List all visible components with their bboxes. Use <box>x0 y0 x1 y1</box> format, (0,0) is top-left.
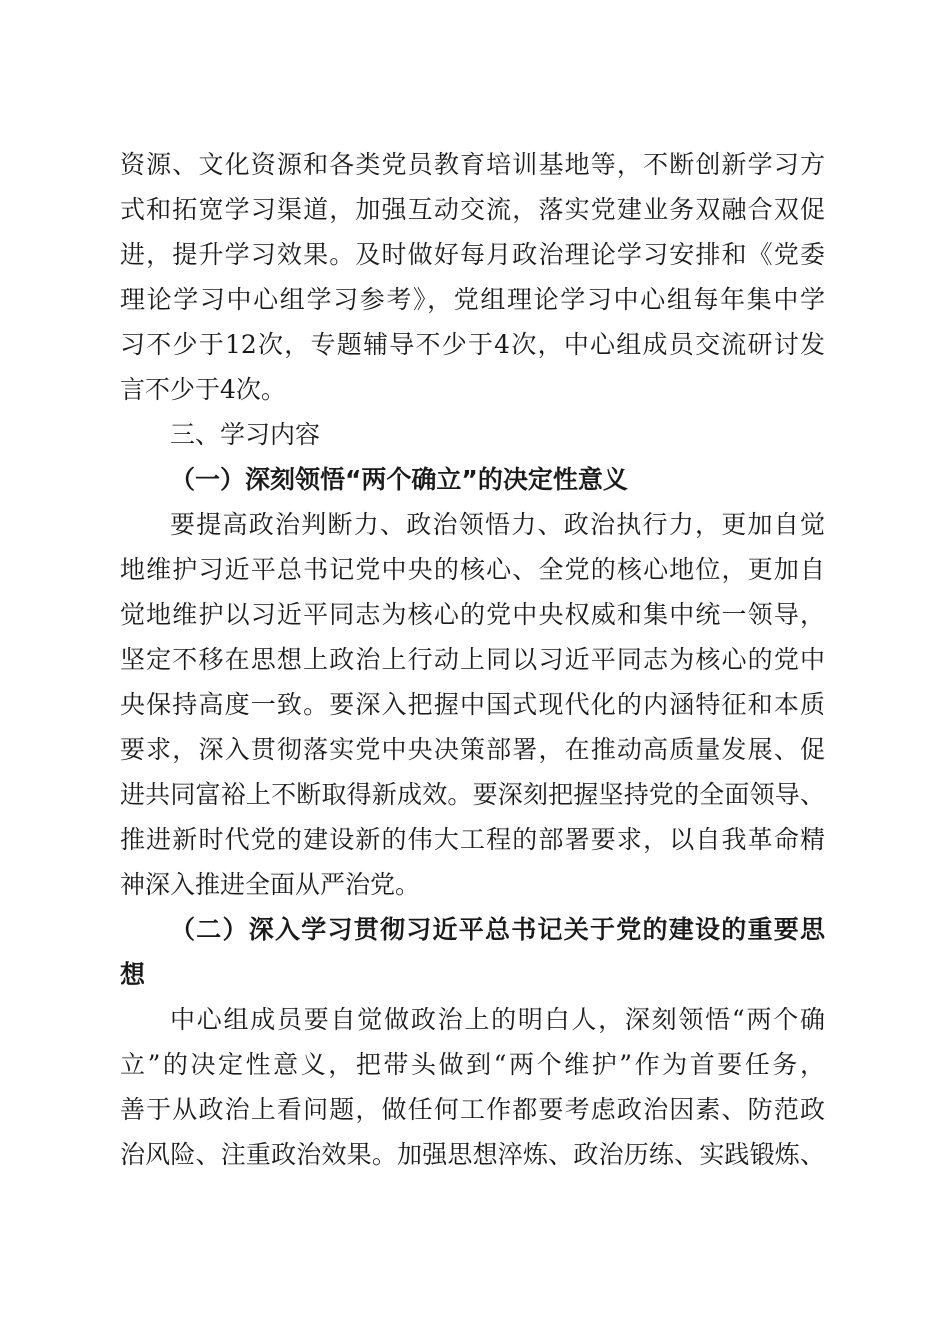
text-line: 进共同富裕上不断取得新成效。要深刻把握坚持党的全面领导、 <box>120 780 825 809</box>
text-line: 善于从政治上看问题，做任何工作都要考虑政治因素、防范政 <box>120 1095 825 1124</box>
text-line: 理论学习中心组学习参考》，党组理论学习中心组每年集中学 <box>120 285 825 314</box>
text-line: 习不少于12次，专题辅导不少于4次，中心组成员交流研讨发 <box>120 330 825 359</box>
text-line: 坚定不移在思想上政治上行动上同以习近平同志为核心的党中 <box>120 645 825 674</box>
text-line: 想 <box>120 960 146 989</box>
text-line: 央保持高度一致。要深入把握中国式现代化的内涵特征和本质 <box>120 690 825 719</box>
text-line: 言不少于4次。 <box>120 375 286 404</box>
document-page <box>120 142 825 1177</box>
text-line: 觉地维护以习近平同志为核心的党中央权威和集中统一领导， <box>120 600 825 629</box>
text-line: 立”的决定性意义，把带头做到“两个维护”作为首要任务， <box>120 1050 825 1079</box>
text-line: 式和拓宽学习渠道，加强互动交流，落实党建业务双融合双促 <box>120 195 825 224</box>
text-line: 中心组成员要自觉做政治上的明白人，深刻领悟“两个确 <box>170 1005 825 1034</box>
paragraph-2 <box>120 997 825 1177</box>
text-line: 资源、文化资源和各类党员教育培训基地等，不断创新学习方 <box>120 150 825 179</box>
paragraph-continued <box>120 142 825 412</box>
text-line: 进，提升学习效果。及时做好每月政治理论学习安排和《党委 <box>120 240 825 269</box>
subheading-2 <box>120 907 825 997</box>
text-line: 神深入推进全面从严治党。 <box>120 870 421 899</box>
text-line: 要提高政治判断力、政治领悟力、政治执行力，更加自觉 <box>170 510 825 539</box>
text-line: 治风险、注重政治效果。加强思想淬炼、政治历练、实践锻炼、 <box>120 1140 825 1169</box>
text-line: 地维护习近平总书记党中央的核心、全党的核心地位，更加自 <box>120 555 825 584</box>
section-heading: 三、学习内容 <box>170 420 321 449</box>
subheading-1: （一）深刻领悟“两个确立”的决定性意义 <box>170 465 628 494</box>
paragraph-1 <box>120 502 825 907</box>
text-line: （二）深入学习贯彻习近平总书记关于党的建设的重要思 <box>170 915 825 944</box>
text-line: 要求，深入贯彻落实党中央决策部署，在推动高质量发展、促 <box>120 735 825 764</box>
text-line: 推进新时代党的建设新的伟大工程的部署要求，以自我革命精 <box>120 825 825 854</box>
